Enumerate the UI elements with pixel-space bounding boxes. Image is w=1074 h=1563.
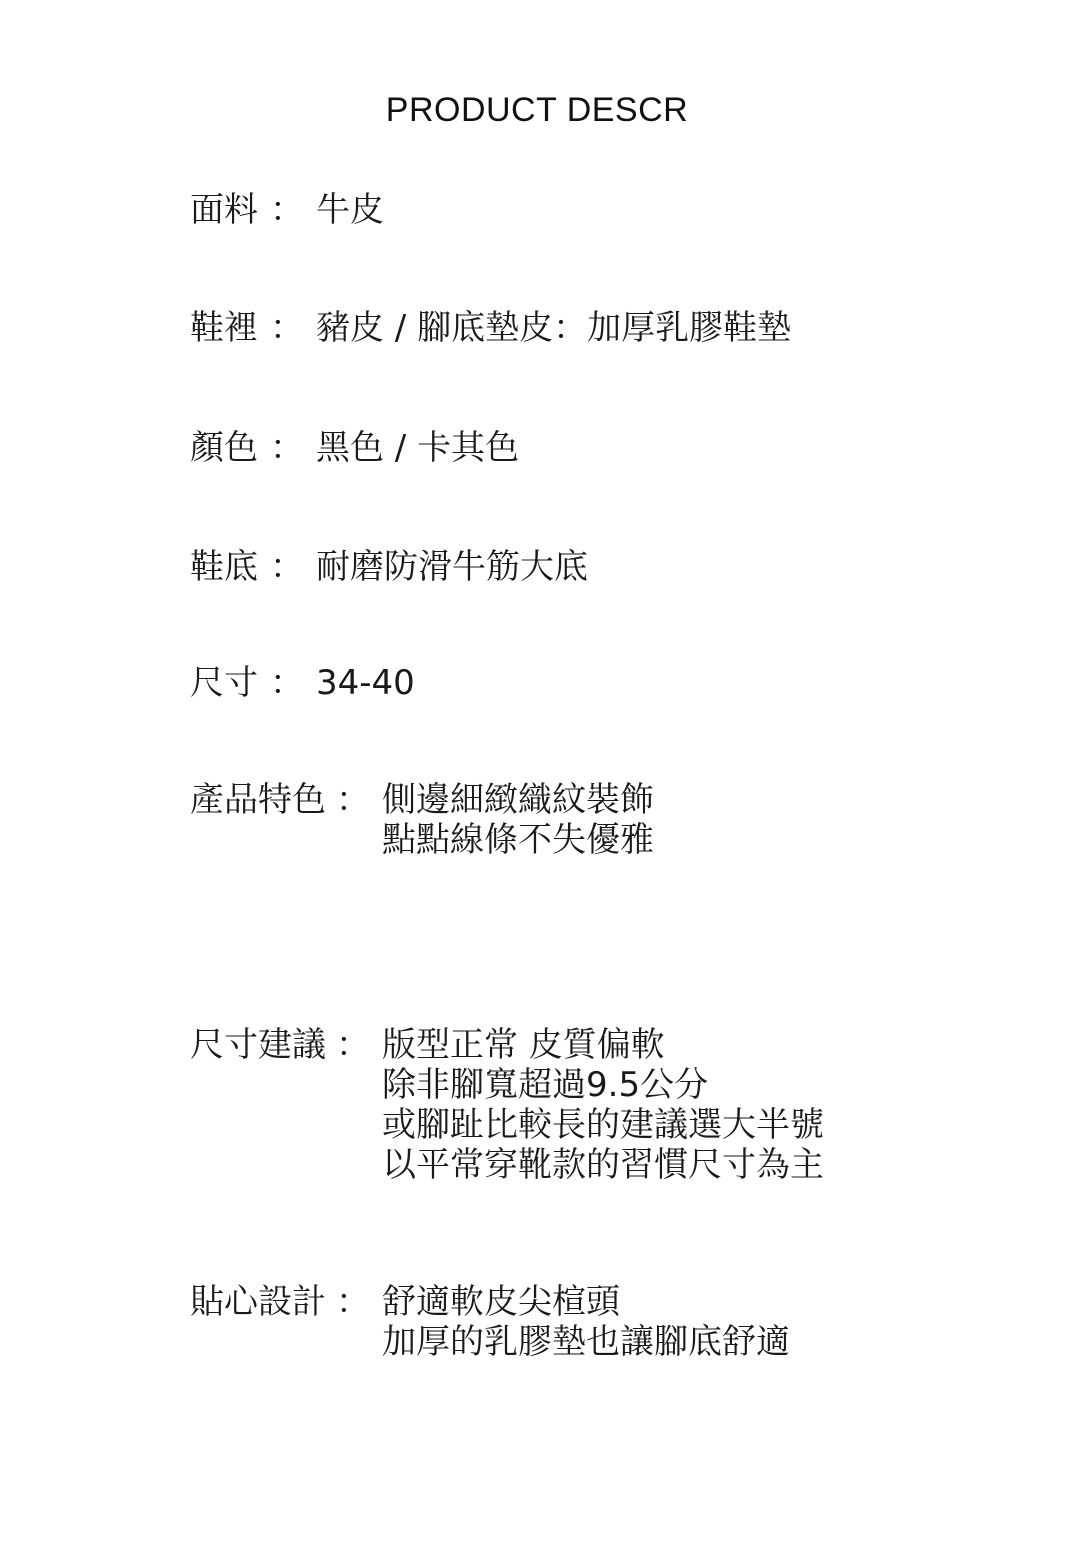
spec-row-design (190, 1282, 790, 1362)
spec-label: 面料 (190, 190, 258, 230)
spec-row-material (190, 190, 384, 230)
spec-label: 尺寸 (190, 663, 258, 703)
spec-value (382, 780, 654, 860)
spec-separator: ： (270, 308, 304, 348)
spec-row-features (190, 780, 654, 860)
spec-separator: ： (270, 663, 304, 703)
spec-separator: ： (336, 780, 370, 820)
spec-value (316, 663, 415, 703)
spec-value-line: 舒適軟皮尖楦頭 (382, 1282, 620, 1322)
spec-value-line: 牛皮 (316, 190, 384, 230)
spec-value (316, 547, 588, 587)
spec-label: 鞋裡 (190, 308, 258, 348)
spec-label: 尺寸建議 (190, 1025, 326, 1065)
spec-value (316, 428, 519, 468)
spec-value-line: 除非腳寬超過9.5公分 (382, 1065, 709, 1105)
spec-value-line: 版型正常 皮質偏軟 (382, 1025, 665, 1065)
spec-label: 產品特色 (190, 780, 326, 820)
spec-value-line: 豬皮 / 腳底墊皮：加厚乳膠鞋墊 (316, 308, 792, 348)
spec-separator: ： (336, 1282, 370, 1322)
spec-value-line: 側邊細緻織紋裝飾 (382, 780, 654, 820)
spec-label: 顏色 (190, 428, 258, 468)
spec-label: 鞋底 (190, 547, 258, 587)
spec-value-line: 黑色 / 卡其色 (316, 428, 520, 468)
spec-value-line: 或腳趾比較長的建議選大半號 (382, 1105, 824, 1145)
spec-row-size (190, 663, 415, 703)
spec-row-size-advice (190, 1025, 824, 1185)
spec-value-line: 以平常穿靴款的習慣尺寸為主 (382, 1145, 824, 1185)
spec-row-sole (190, 547, 588, 587)
spec-value (382, 1025, 824, 1185)
spec-separator: ： (270, 428, 304, 468)
spec-label: 貼心設計 (190, 1282, 326, 1322)
spec-value-line: 加厚的乳膠墊也讓腳底舒適 (382, 1322, 790, 1362)
spec-row-lining (190, 308, 791, 348)
spec-separator: ： (336, 1025, 370, 1065)
spec-separator: ： (270, 190, 304, 230)
spec-value-line: 耐磨防滑牛筋大底 (316, 547, 588, 587)
spec-value-line: 點點線條不失優雅 (382, 820, 654, 860)
page-title: PRODUCT DESCR (385, 91, 689, 129)
spec-value-line: 34-40 (316, 663, 415, 703)
spec-value (316, 308, 791, 348)
spec-separator: ： (270, 547, 304, 587)
spec-row-color (190, 428, 519, 468)
spec-value (316, 190, 384, 230)
spec-value (382, 1282, 790, 1362)
